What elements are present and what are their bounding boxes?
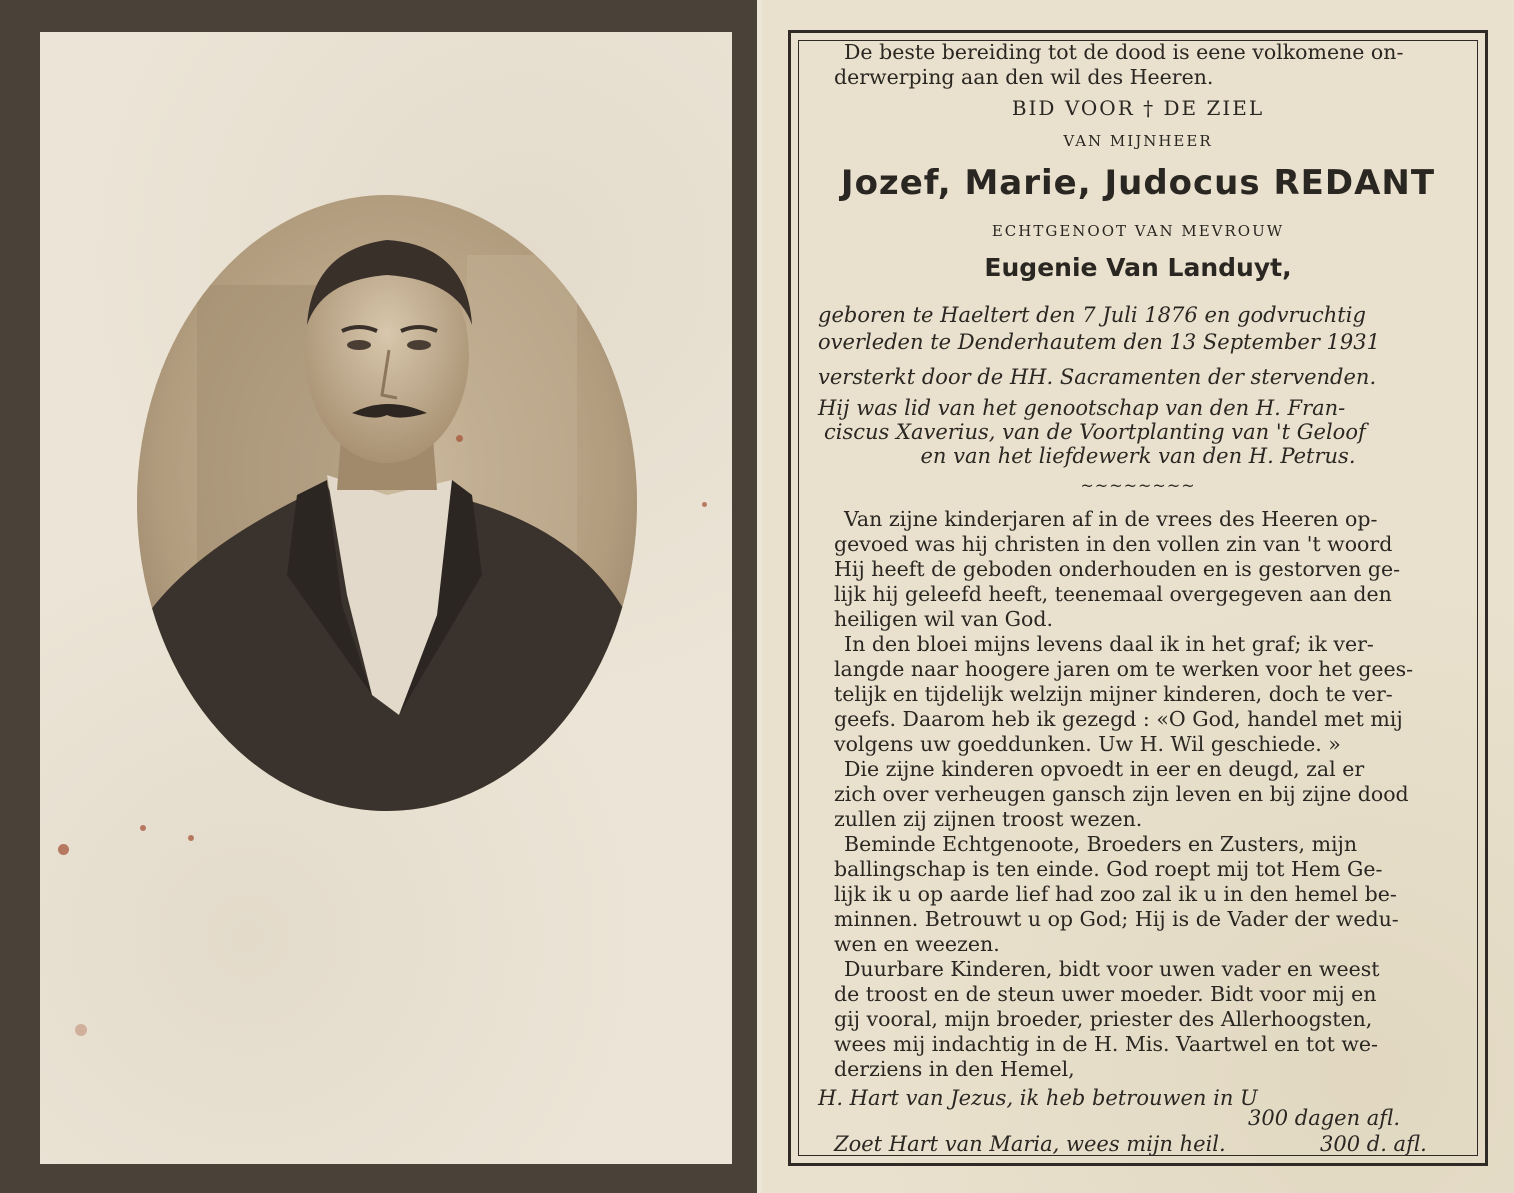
body-line: Van zijne kinderjaren af in de vrees des Heeren op- (844, 507, 1378, 531)
body-line: volgens uw goeddunken. Uw H. Wil geschiede. » (834, 732, 1341, 756)
body-line: Die zijne kinderen opvoedt in eer en deugd, zal er (844, 757, 1365, 781)
spouse-name: Eugenie Van Landuyt, (984, 253, 1292, 282)
body-line: lijk hij geleefd heeft, teenemaal overgegeven aan den (834, 582, 1392, 606)
body-line: langde naar hoogere jaren om te werken voor het gees- (834, 657, 1414, 681)
deceased-name: Jozef, Marie, Judocus REDANT (840, 163, 1436, 203)
body-line: gevoed was hij christen in den vollen zin van 't woord (834, 532, 1393, 556)
body-line: In den bloei mijns levens daal ik in het graf; ik ver- (844, 632, 1374, 656)
mijnheer-label: VAN MIJNHEER (1063, 132, 1213, 150)
bio-line: ciscus Xaverius, van de Voortplanting van 't Geloof (824, 420, 1366, 444)
body-line: Hij heeft de geboden onderhouden en is gestorven ge- (834, 557, 1401, 581)
photo-mount (40, 32, 732, 1164)
body-line: gij vooral, mijn broeder, priester des Allerhoogsten, (834, 1007, 1373, 1031)
body-line: Duurbare Kinderen, bidt voor uwen vader en weest (844, 957, 1380, 981)
stain-mark (140, 825, 146, 831)
ornament-divider: ~~~~~~~~ (1080, 476, 1196, 495)
body-line: Beminde Echtgenoote, Broeders en Zusters, mijn (844, 832, 1358, 856)
stain-mark (75, 1024, 87, 1036)
body-line: zich over verheugen gansch zijn leven en bij zijne dood (834, 782, 1409, 806)
header-line-2: derwerping aan den wil des Heeren. (834, 65, 1214, 89)
body-line: telijk en tijdelijk welzijn mijner kinderen, doch te ver- (834, 682, 1393, 706)
body-line: geefs. Daarom heb ik gezegd : «O God, handel met mij (834, 707, 1403, 731)
closing-line-1: H. Hart van Jezus, ik heb betrouwen in U (818, 1086, 1258, 1110)
prayer-heading: BID VOOR † DE ZIEL (1011, 96, 1265, 120)
spouse-label: ECHTGENOOT VAN MEVROUW (991, 222, 1285, 240)
stain-mark (188, 835, 194, 841)
closing-indulgence-2: 300 d. afl. (1320, 1132, 1427, 1156)
bio-line: en van het liefdewerk van den H. Petrus. (920, 444, 1356, 468)
portrait-man-illustration (137, 195, 637, 811)
body-line: lijk ik u op aarde lief had zoo zal ik u in den hemel be- (834, 882, 1397, 906)
body-line: heiligen wil van God. (834, 607, 1054, 631)
closing-indulgence-1: 300 dagen afl. (1248, 1106, 1400, 1130)
body-line: ballingschap is ten einde. God roept mij tot Hem Ge- (834, 857, 1383, 881)
body-line: derziens in den Hemel, (834, 1057, 1075, 1081)
bio-line: versterkt door de HH. Sacramenten der stervenden. (818, 365, 1377, 389)
stain-mark (702, 502, 707, 507)
closing-line-2: Zoet Hart van Maria, wees mijn heil. (834, 1132, 1226, 1156)
bio-line: overleden te Denderhautem den 13 September 1931 (818, 330, 1380, 354)
portrait-photo (137, 195, 637, 811)
memorial-text-card (762, 0, 1514, 1193)
header-line-1: De beste bereiding tot de dood is eene volkomene on- (844, 40, 1404, 64)
stain-mark (58, 844, 69, 855)
body-line: zullen zij zijnen troost wezen. (834, 807, 1143, 831)
stain-mark (456, 435, 463, 442)
body-line: wen en weezen. (834, 932, 1000, 956)
body-line: wees mij indachtig in de H. Mis. Vaartwel en tot we- (834, 1032, 1378, 1056)
bio-line: Hij was lid van het genootschap van den H. Fran- (818, 396, 1346, 420)
body-line: minnen. Betrouwt u op God; Hij is de Vader der wedu- (834, 907, 1399, 931)
body-line: de troost en de steun uwer moeder. Bidt voor mij en (834, 982, 1377, 1006)
bio-line: geboren te Haeltert den 7 Juli 1876 en godvruchtig (818, 303, 1366, 327)
